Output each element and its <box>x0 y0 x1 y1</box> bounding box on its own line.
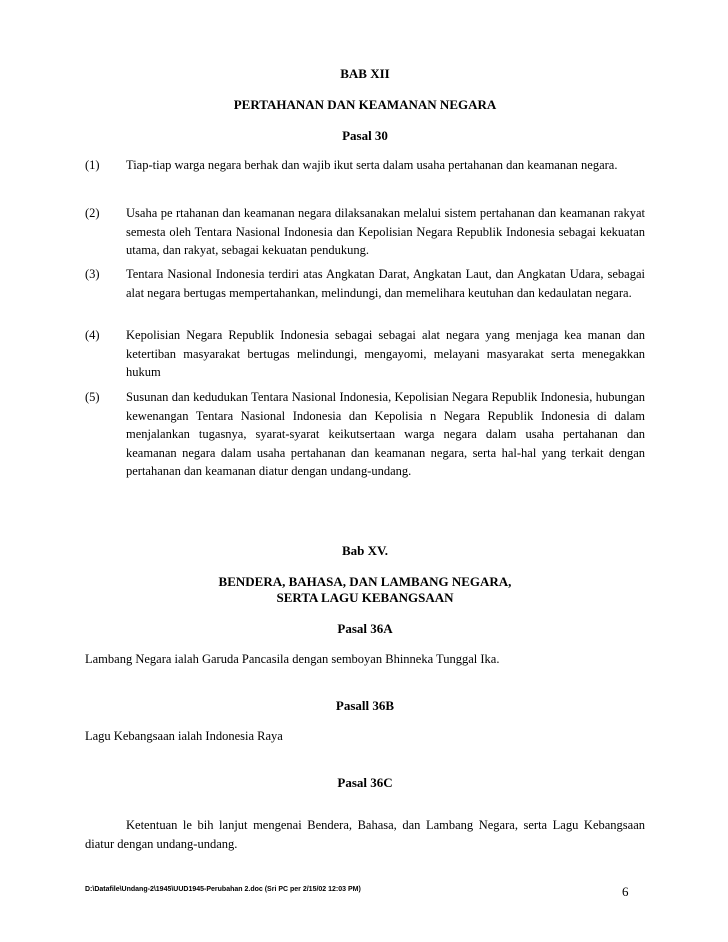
article-30-title: Pasal 30 <box>342 128 388 143</box>
article-30-clause-5 <box>85 388 645 481</box>
clause-text: Usaha pe rtahanan dan keamanan negara dilaksanakan melalui sistem pertahanan dan keamanan rakyat semesta oleh Tentara Nasional Indonesia dan Kepolisian Negara Republik Indonesia sebagai kekuatan utama, dan rakyat, sebagai kekuatan pendukung. <box>126 206 645 257</box>
article-36c-title: Pasal 36C <box>337 775 393 790</box>
article-36c-text: Ketentuan le bih lanjut mengenai Bendera, Bahasa, dan Lambang Negara, serta Lagu Kebangsaan diatur dengan undang-undang. <box>85 818 645 851</box>
chapter-12-title: BAB XII <box>340 66 390 81</box>
footer-file-path: D:\Datafile\Undang-2\1945\UUD1945-Perubahan 2.doc (Sri PC per 2/15/02 12:03 PM) <box>85 886 361 893</box>
article-36a-text: Lambang Negara ialah Garuda Pancasila dengan semboyan Bhinneka Tunggal Ika. <box>85 652 500 666</box>
chapter-12-subtitle: PERTAHANAN DAN KEAMANAN NEGARA <box>233 97 497 112</box>
page-number: 6 <box>622 884 629 899</box>
clause-number: (1) <box>85 158 100 172</box>
chapter-15-subtitle-line-1: BENDERA, BAHASA, DAN LAMBANG NEGARA, <box>218 574 512 589</box>
chapter-15-subtitle-line-2: SERTA LAGU KEBANGSAAN <box>276 590 454 605</box>
article-30-clause-3 <box>85 265 645 302</box>
clause-text: Tentara Nasional Indonesia terdiri atas Angkatan Darat, Angkatan Laut, dan Angkatan Udara, sebagai alat negara bertugas mempertahankan, melindungi, dan memelihara keutuhan dan kedaulatan negara. <box>126 267 645 300</box>
article-36b-text: Lagu Kebangsaan ialah Indonesia Raya <box>85 729 283 743</box>
chapter-15-title: Bab XV. <box>341 543 388 558</box>
clause-number: (4) <box>85 328 100 342</box>
clause-text: Tiap-tiap warga negara berhak dan wajib ikut serta dalam usaha pertahanan dan keamanan negara. <box>126 158 618 172</box>
article-36a-title: Pasal 36A <box>337 621 393 636</box>
clause-number: (2) <box>85 206 100 220</box>
article-36b-title: Pasall 36B <box>335 698 395 713</box>
clause-text: Kepolisian Negara Republik Indonesia sebagai sebagai alat negara yang menjaga kea manan dan ketertiban masyarakat bertugas melindungi, mengayomi, melayani masyarakat serta menegakkan hukum <box>126 328 645 379</box>
clause-text: Susunan dan kedudukan Tentara Nasional Indonesia, Kepolisian Negara Republik Indonesia, hubungan kewenangan Tentara Nasional Indonesia dan Kepolisia n Negara Republik Indonesia di dalam menjalankan tugasnya, syarat-syarat keikutsertaan warga negara dalam usaha pertahanan dan keamanan negara dalam usaha pertahanan dan keamanan negara, serta hal-hal yang terkait dengan pertahanan dan keamanan diatur dengan undang-undang. <box>126 390 645 478</box>
clause-number: (5) <box>85 390 100 404</box>
clause-number: (3) <box>85 267 100 281</box>
article-30-clause-1 <box>85 156 645 175</box>
article-30-clause-4 <box>85 326 645 382</box>
article-30-clause-2 <box>85 204 645 260</box>
